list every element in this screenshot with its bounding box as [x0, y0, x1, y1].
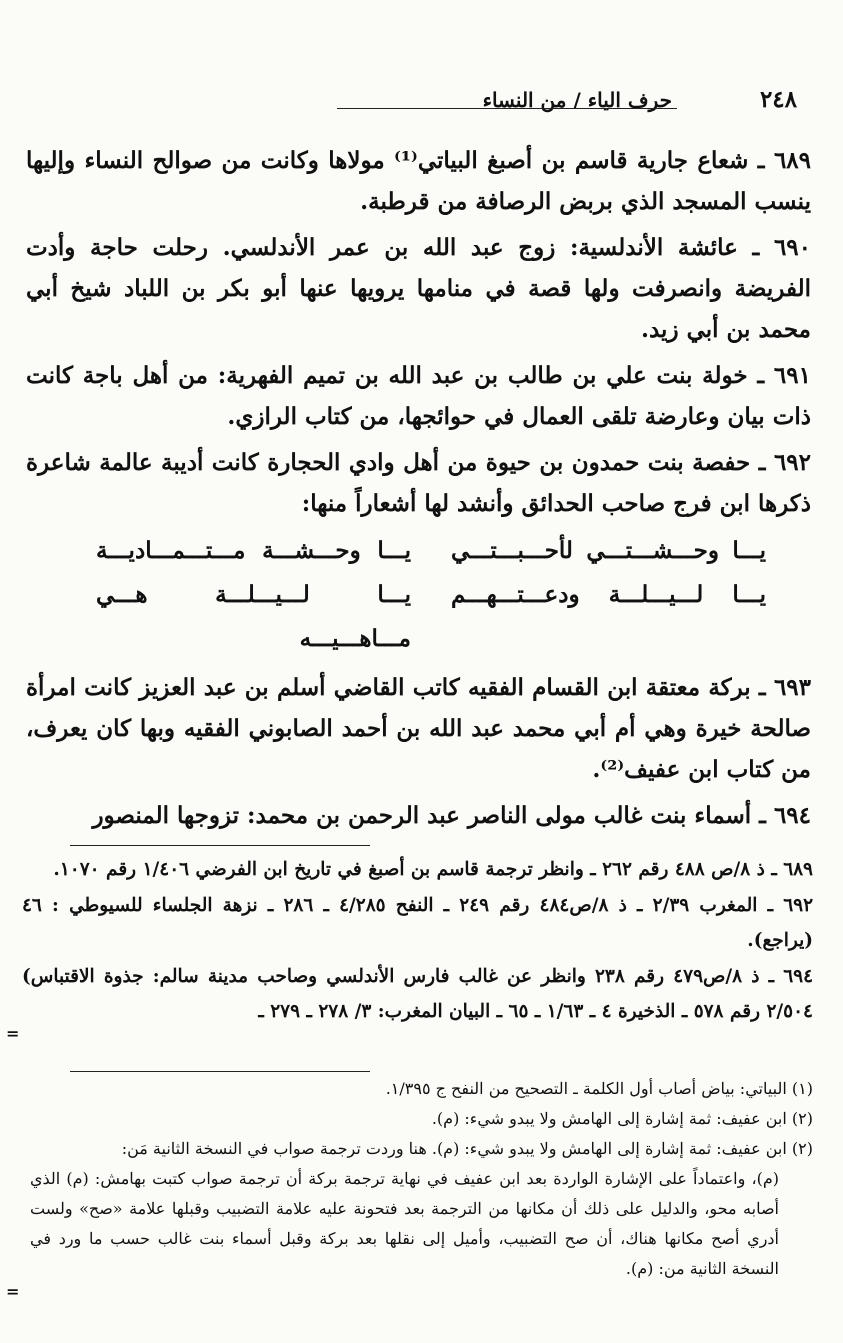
main-text	[26, 140, 811, 841]
entry-text: ـ عائشة الأندلسية: زوج عبد الله بن عمر الأندلسي. رحلت حاجة وأدت الفريضة وانصرفت ولها قصة في منامها يرويها عنها أبو بكر بن اللباد شيخ أبي محمد بن أبي زيد.	[26, 234, 811, 343]
footnote-2: (٢) ابن عفيف: ثمة إشارة إلى الهامش ولا يبدو شيء: (م).	[431, 1109, 813, 1128]
entry-694	[26, 795, 811, 836]
footnote-1: (١) البياتي: بياض أصاب أول الكلمة ـ التصحيح من النفح ج ١/٣٩٥.	[385, 1079, 813, 1098]
references-divider	[70, 845, 370, 846]
footnotes-divider	[70, 1071, 370, 1072]
reference-692: ٦٩٢ ـ المغرب ٢/٣٩ ـ ذ ٨/ص٤٨٤ رقم ٢٤٩ ـ النفح ٤/٢٨٥ ـ ٢٨٦ ـ نزهة الجلساء للسيوطي : ٤٦ (يراجع).	[22, 895, 814, 951]
entry-text: ـ شعاع جارية قاسم بن أصبغ البياتي⁽¹⁾ مولاها وكانت من صوالح النساء وإليها ينسب المسجد الذي بربض الرصافة من قرطبة.	[26, 147, 811, 215]
entry-689	[26, 140, 811, 222]
header-rule	[337, 108, 677, 109]
running-title: حرف الياء / من النساء	[482, 88, 672, 112]
footnotes	[30, 1074, 813, 1284]
references	[22, 852, 813, 1030]
entry-690	[26, 227, 811, 350]
footnote-2-extended: (٢) ابن عفيف: ثمة إشارة إلى الهامش ولا يبدو شيء: (م). هنا وردت ترجمة صواب في النسخة الثانية مَن:	[121, 1139, 813, 1158]
entry-text: ـ أسماء بنت غالب مولى الناصر عبد الرحمن بن محمد: تزوجها المنصور	[92, 802, 766, 829]
verse-1-first-hemistich: يـــا وحـــشـــتـــي لأحـــبـــتـــي	[451, 537, 766, 564]
entry-text: ـ حفصة بنت حمدون بن حيوة من أهل وادي الحجارة كانت أديبة عالمة شاعرة ذكرها ابن فرج صاحب الحدائق وأنشد لها أشعاراً منها:	[26, 449, 811, 517]
reference-694: ٦٩٤ ـ ذ ٨/ص٤٧٩ رقم ٢٣٨ وانظر عن غالب فارس الأندلسي وصاحب مدينة سالم: جذوة الاقتباس) ٢/٥٠٤ رقم ٥٧٨ ـ الذخيرة ٤ ـ ١/٦٣ ـ ٦٥ ـ البيان المغرب: ٣/ ٢٧٨ ـ ٢٧٩ ـ	[22, 966, 814, 1022]
entry-number: ٦٩٣	[773, 674, 811, 701]
verse-1-second-hemistich: يـــا وحـــشـــة مـــتـــمـــاديـــة	[96, 537, 411, 564]
poem	[26, 529, 811, 661]
footnote-2-continuation: (م)، واعتماداً على الإشارة الواردة بعد ابن عفيف في نهاية ترجمة بركة أن ترجمة صواب كتبت بهامش: (م) الذي أصابه محو، والدليل على ذلك أن مكانها من الترجمة بعد فتحونة عليه علامة التضبيب وقبلها علامة «صح» ولست أدري أصح مكانها هناك، أن صح التضبيب، وأميل إلى نقلها بعد بركة وقبل أسماء بنت غالب حسب ما ورد في النسخة الثانية من: (م).	[30, 1169, 779, 1278]
entry-692	[26, 442, 811, 524]
entry-number: ٦٩٢	[773, 449, 811, 476]
entry-number: ٦٩١	[773, 362, 811, 389]
entry-number: ٦٩٠	[773, 234, 811, 261]
entry-number: ٦٩٤	[773, 802, 811, 829]
verse-2-second-hemistich: يـــا لـــيـــلـــة هـــي مـــاهـــيـــه	[96, 581, 411, 652]
verse-2-first-hemistich: يـــا لـــيـــلـــة ودعـــتـــهـــم	[451, 581, 766, 608]
entry-693	[26, 667, 811, 790]
page-number: ٢٤٨	[759, 86, 797, 113]
reference-689: ٦٨٩ ـ ذ ٨/ص ٤٨٨ رقم ٢٦٢ ـ وانظر ترجمة قاسم بن أصبغ في تاريخ ابن الفرضي ١/٤٠٦ رقم ١٠٧٠.	[53, 859, 813, 880]
entry-number: ٦٨٩	[773, 147, 811, 174]
continuation-mark: =	[6, 1024, 20, 1043]
continuation-mark-footnotes: =	[6, 1282, 20, 1301]
page-header	[22, 86, 797, 120]
entry-691	[26, 355, 811, 437]
entry-text: ـ خولة بنت علي بن طالب بن عبد الله بن تميم الفهرية: من أهل باجة كانت ذات بيان وعارضة تلقى العمال في حوائجها، من كتاب الرازي.	[26, 362, 811, 430]
entry-text: ـ بركة معتقة ابن القسام الفقيه كاتب القاضي أسلم بن عبد العزيز كانت امرأة صالحة خيرة وهي أم أبي محمد عبد الله بن أحمد الصابوني الفقيه وبها كان يعرف، من كتاب ابن عفيف⁽²⁾.	[26, 674, 811, 783]
